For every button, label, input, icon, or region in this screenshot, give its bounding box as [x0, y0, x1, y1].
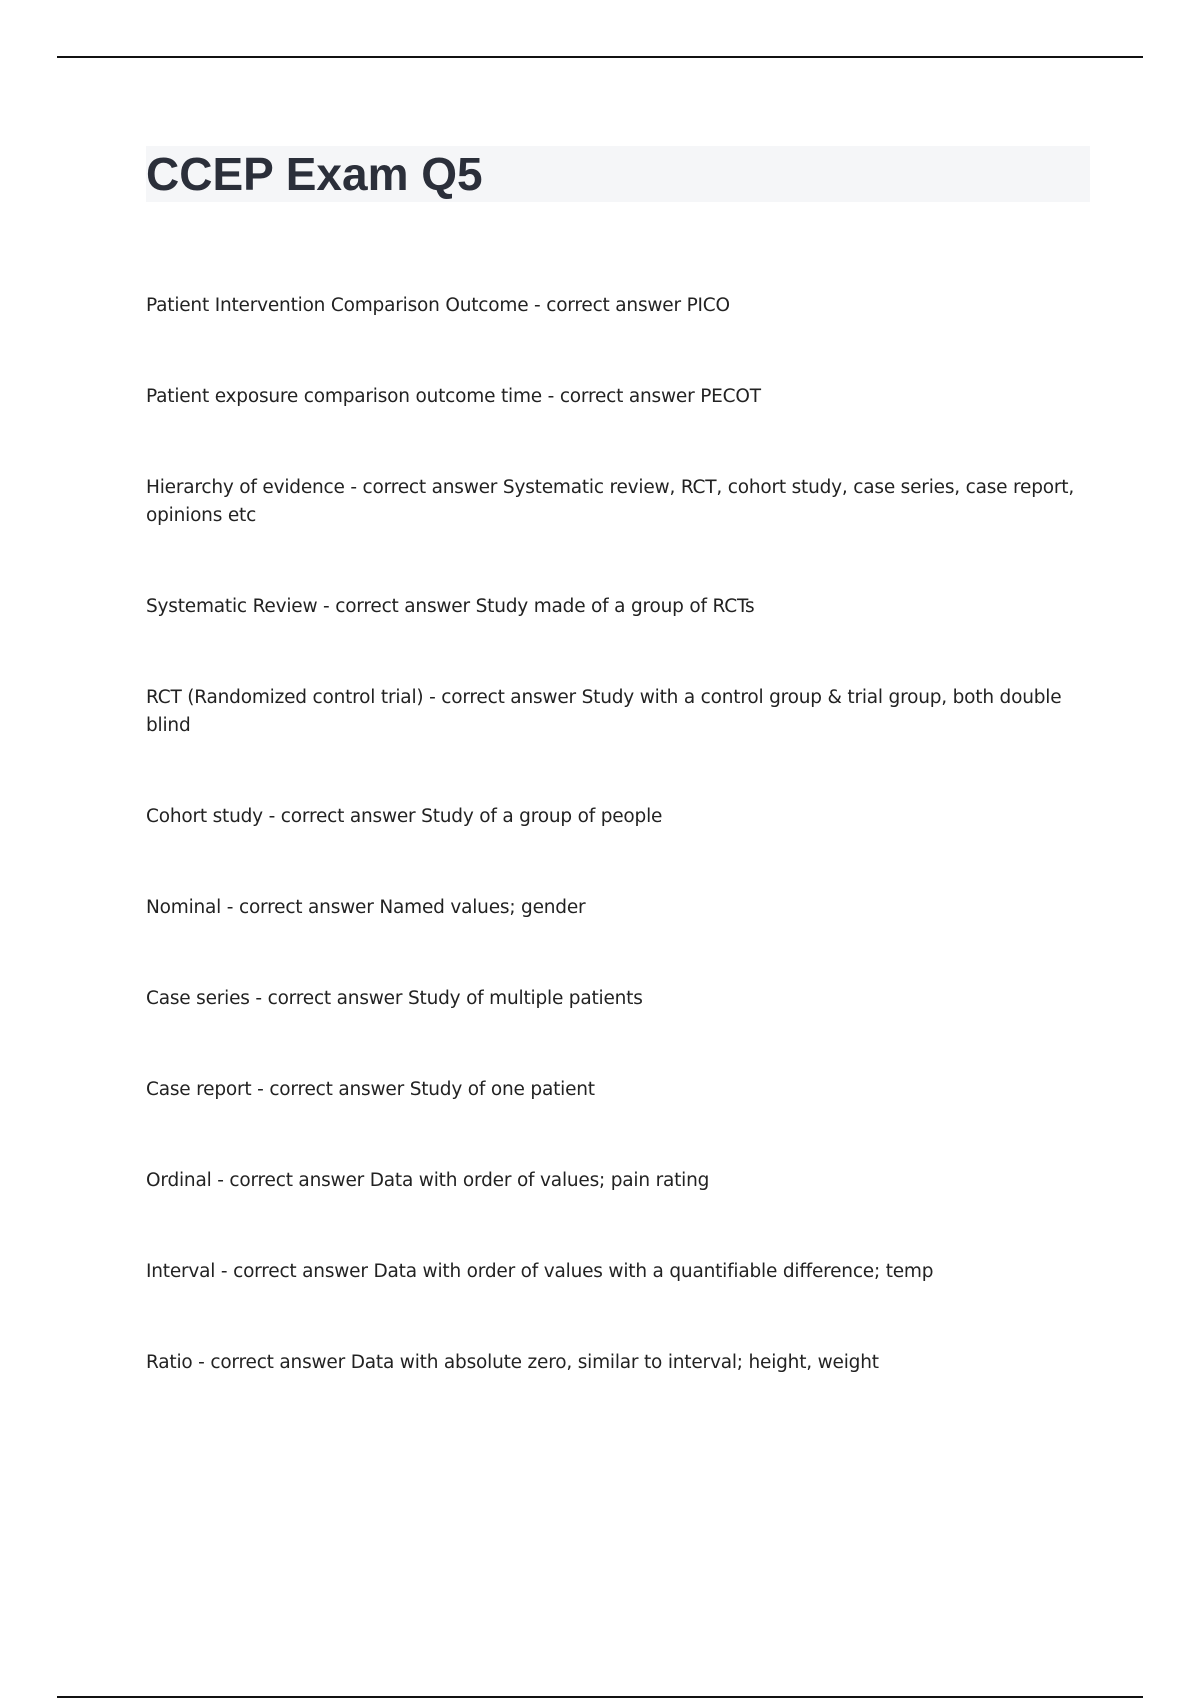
bottom-rule — [57, 1696, 1143, 1698]
qa-entry — [146, 474, 1090, 530]
answer-marker: correct answer — [210, 1352, 346, 1373]
qa-answer: Systematic review, RCT, cohort study, case series, case report, opinions etc — [146, 477, 1075, 526]
answer-marker: correct answer — [335, 596, 470, 617]
qa-answer: Study of one patient — [409, 1079, 595, 1100]
qa-answer: Named values; gender — [379, 897, 586, 918]
top-rule — [57, 56, 1143, 58]
answer-marker: correct answer — [559, 386, 695, 407]
qa-term: Case report - — [146, 1079, 269, 1100]
qa-entry — [146, 1258, 1090, 1286]
qa-answer: Study of multiple patients — [407, 988, 643, 1009]
answer-marker: correct answer — [362, 477, 498, 498]
qa-answer: Study with a control group & trial group, both double blind — [146, 687, 1062, 736]
qa-entry — [146, 684, 1090, 740]
qa-term: Ordinal - — [146, 1170, 229, 1191]
qa-answer: Data with order of values; pain rating — [369, 1170, 710, 1191]
qa-entry — [146, 894, 1090, 922]
qa-answer: Study of a group of people — [421, 806, 663, 827]
qa-answer: Data with order of values with a quantifiable difference; temp — [373, 1261, 934, 1282]
qa-term: Patient exposure comparison outcome time - — [146, 386, 560, 407]
qa-entry — [146, 383, 1090, 411]
qa-term: Cohort study - — [146, 806, 281, 827]
qa-answer: PICO — [686, 295, 730, 316]
qa-entry — [146, 593, 1090, 621]
qa-term: RCT (Randomized control trial) - — [146, 687, 441, 708]
qa-term: Interval - — [146, 1261, 233, 1282]
answer-marker: correct answer — [233, 1261, 368, 1282]
qa-term: Ratio - — [146, 1352, 210, 1373]
answer-marker: correct answer — [267, 988, 403, 1009]
answer-marker: correct answer — [229, 1170, 365, 1191]
answer-marker: correct answer — [441, 687, 576, 708]
answer-marker: correct answer — [238, 897, 374, 918]
qa-entry — [146, 803, 1090, 831]
qa-answer: Study made of a group of RCTs — [475, 596, 755, 617]
qa-entry — [146, 985, 1090, 1013]
answer-marker: correct answer — [269, 1079, 404, 1100]
qa-entry — [146, 1167, 1090, 1195]
qa-answer: Data with absolute zero, similar to interval; height, weight — [350, 1352, 879, 1373]
qa-term: Patient Intervention Comparison Outcome - — [146, 295, 546, 316]
qa-term: Case series - — [146, 988, 268, 1009]
answer-marker: correct answer — [280, 806, 416, 827]
qa-term: Systematic Review - — [146, 596, 335, 617]
qa-term: Nominal - — [146, 897, 239, 918]
qa-answer: PECOT — [700, 386, 761, 407]
page-title: CCEP Exam Q5 — [146, 148, 483, 200]
qa-entry — [146, 292, 1090, 320]
qa-entry — [146, 1076, 1090, 1104]
qa-term: Hierarchy of evidence - — [146, 477, 363, 498]
answer-marker: correct answer — [546, 295, 681, 316]
qa-entry — [146, 1349, 1090, 1377]
qa-list — [146, 292, 1090, 1440]
